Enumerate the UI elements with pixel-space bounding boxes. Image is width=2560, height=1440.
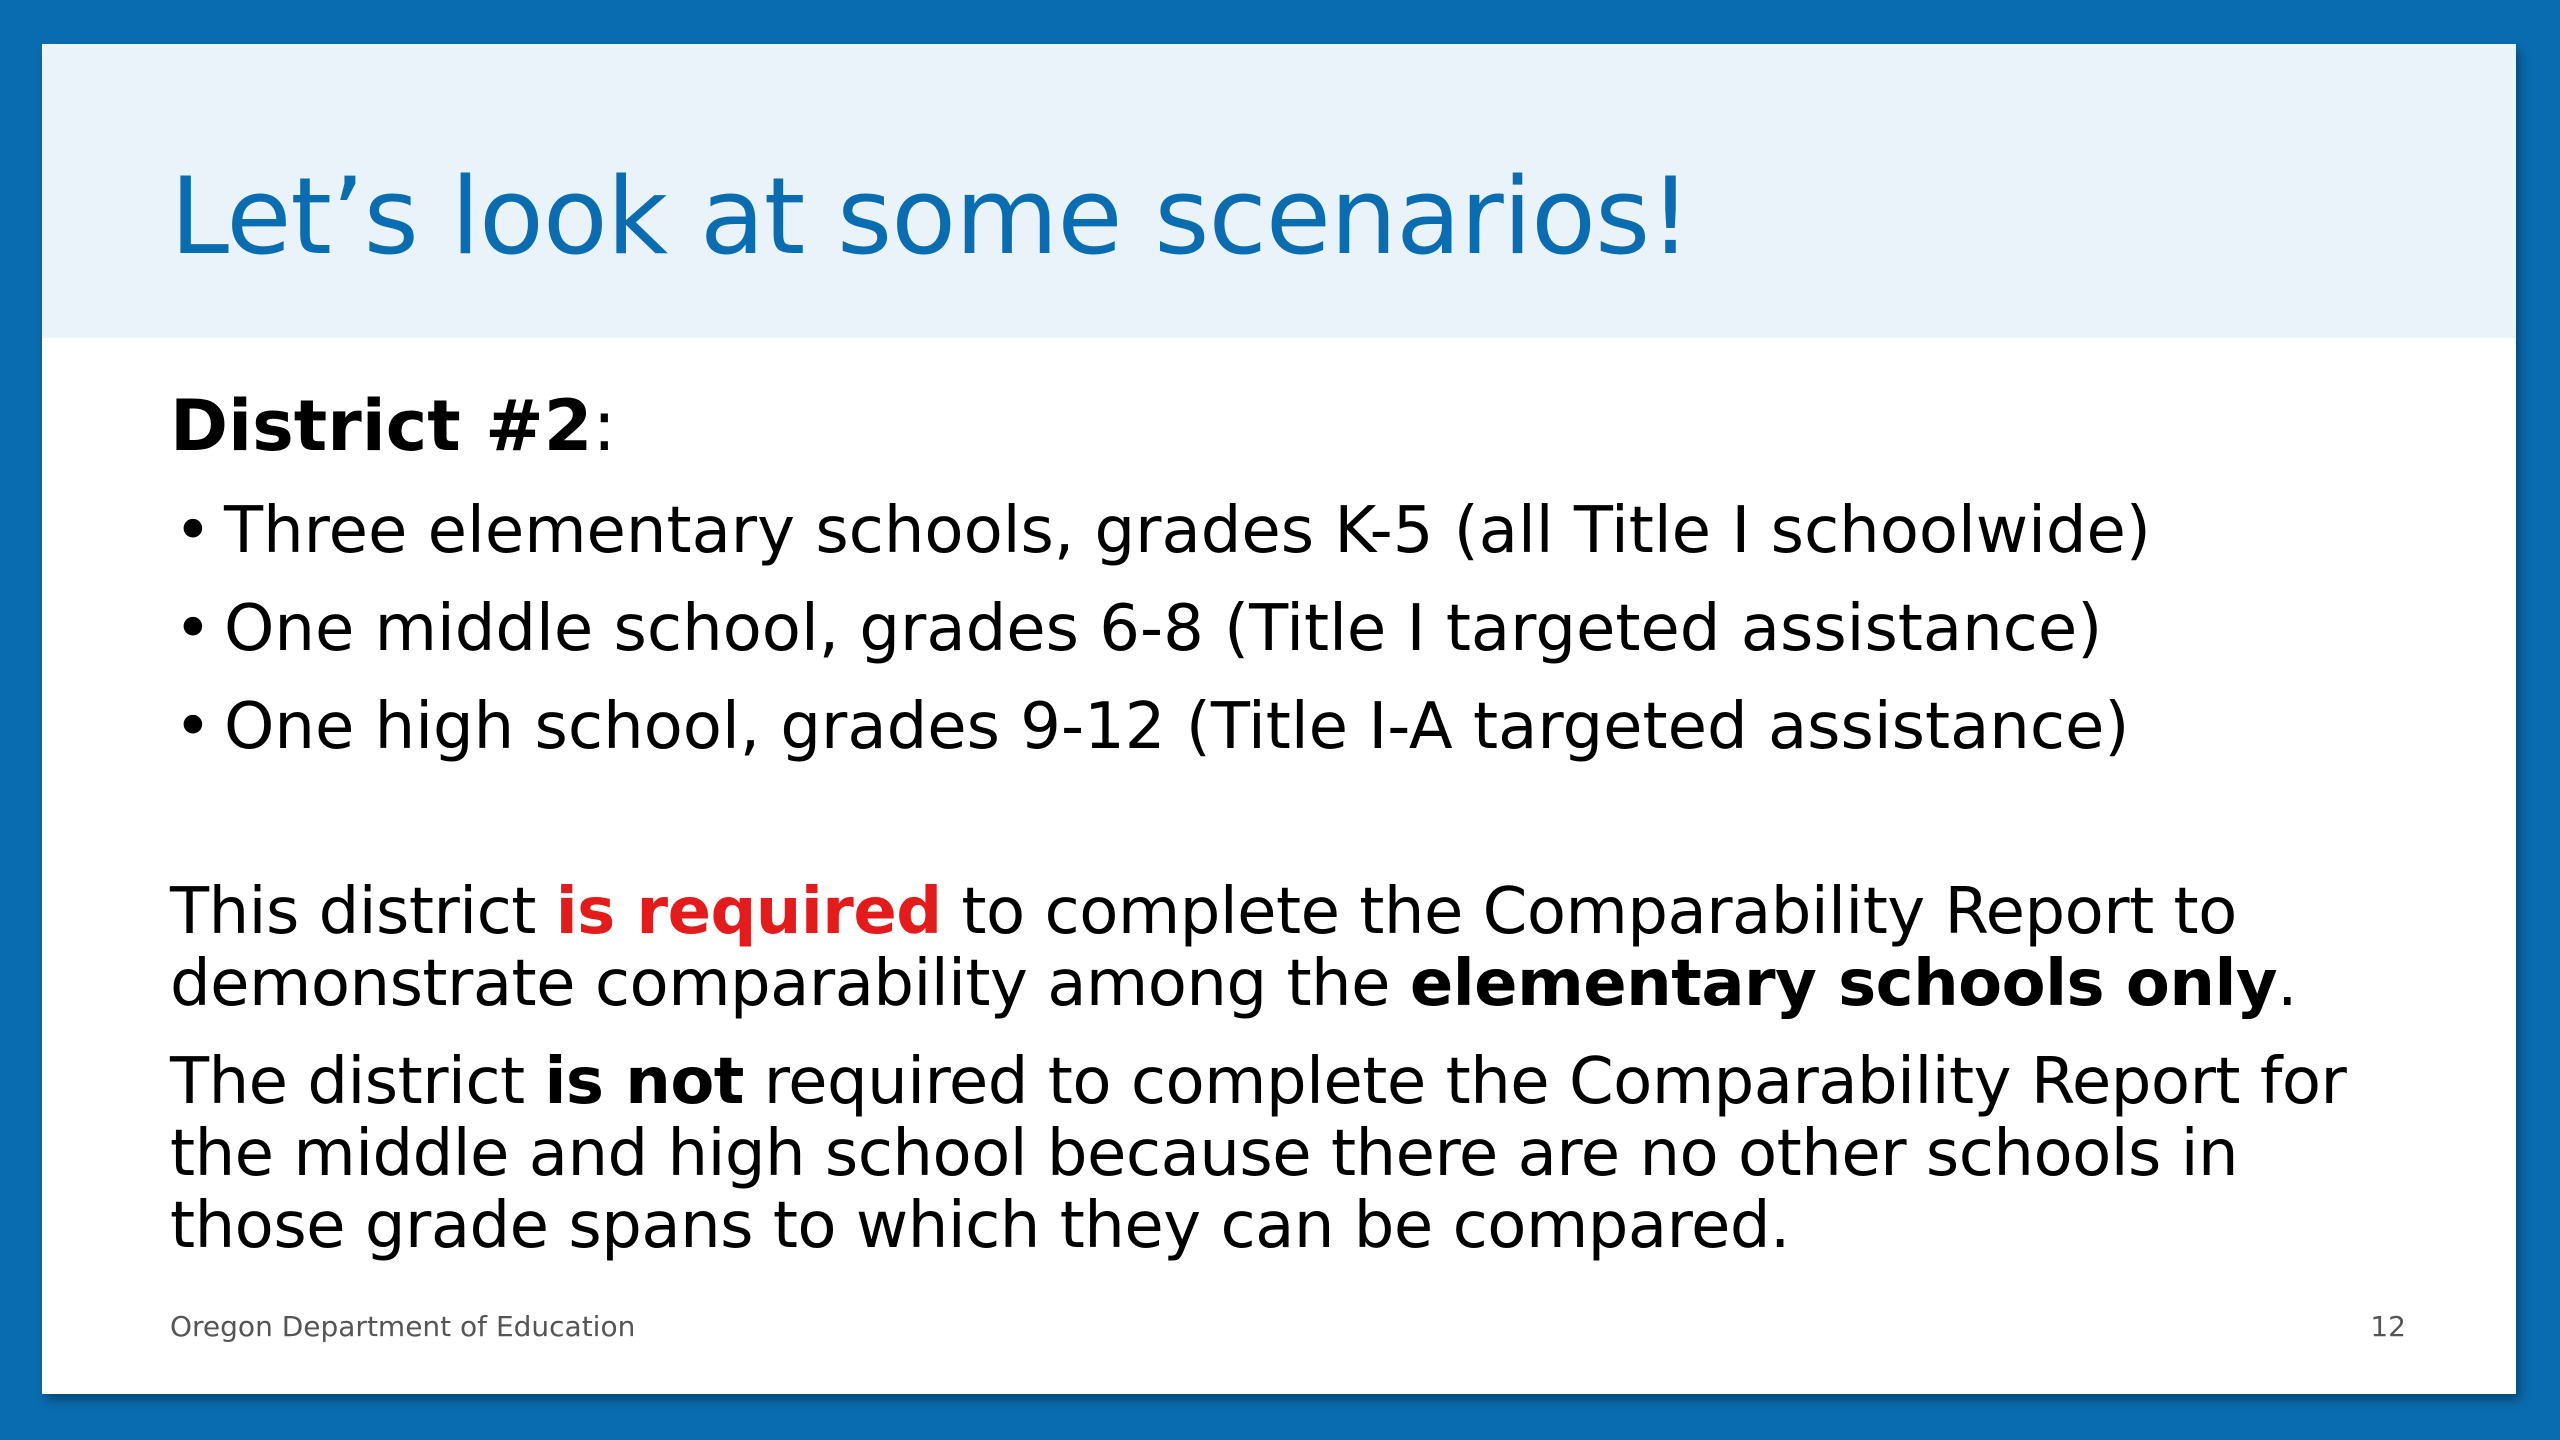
exemption-paragraph bbox=[170, 1046, 2420, 1262]
list-item bbox=[170, 482, 2420, 580]
bullet-icon: • bbox=[174, 690, 212, 764]
required-emphasis: is required bbox=[555, 875, 942, 949]
slide bbox=[42, 44, 2516, 1394]
elementary-emphasis: elementary schools only bbox=[1409, 947, 2278, 1021]
page-number: 12 bbox=[2370, 1310, 2406, 1343]
list-item bbox=[170, 678, 2420, 776]
requirement-paragraph bbox=[170, 876, 2420, 1020]
paragraph-text: The district bbox=[170, 1045, 545, 1119]
bullet-icon: • bbox=[174, 592, 212, 666]
footer-organization: Oregon Department of Education bbox=[170, 1310, 636, 1343]
school-list bbox=[170, 482, 2420, 776]
list-item-text: One high school, grades 9-12 (Title I-A targeted assistance) bbox=[224, 690, 2130, 764]
district-colon: : bbox=[592, 385, 617, 467]
list-item bbox=[170, 580, 2420, 678]
district-heading bbox=[170, 384, 2420, 468]
list-item-text: Three elementary schools, grades K-5 (all Title I schoolwide) bbox=[224, 494, 2151, 568]
paragraph-text: required to complete the Comparability Report for the middle and high school because there are no other schools in those grade spans to which they can be compared. bbox=[170, 1045, 2347, 1263]
slide-content bbox=[170, 384, 2420, 1262]
district-label: District #2 bbox=[170, 385, 593, 467]
bullet-icon: • bbox=[174, 494, 212, 568]
paragraph-text: This district bbox=[170, 875, 556, 949]
list-item-text: One middle school, grades 6-8 (Title I targeted assistance) bbox=[224, 592, 2103, 666]
slide-title: Let’s look at some scenarios! bbox=[170, 155, 1691, 278]
paragraph-text: . bbox=[2277, 947, 2297, 1021]
paragraph-text: to complete the Comparability Report to demonstrate comparability among the bbox=[170, 875, 2237, 1021]
not-required-emphasis: is not bbox=[544, 1045, 744, 1119]
